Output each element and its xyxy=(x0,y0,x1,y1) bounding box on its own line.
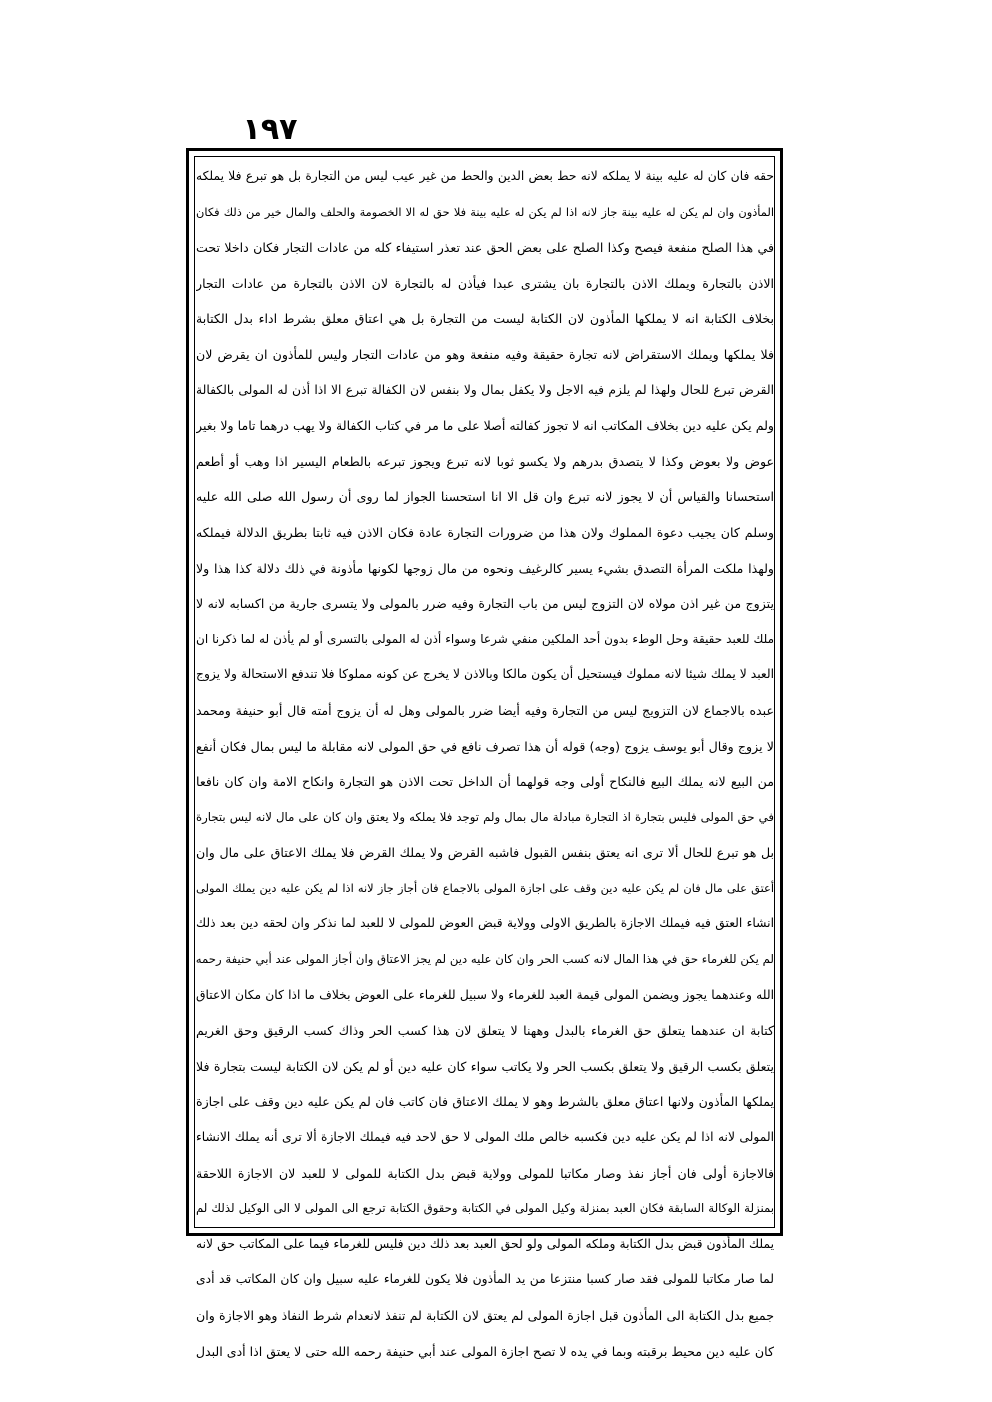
text-line: في هذا الصلح منفعة فيصح وكذا الصلح على بعض الحق عند تعذر استيفاء كله من عادات التجار فكان داخلا تحت xyxy=(196,240,774,256)
text-line: المأذون وان لم يكن له عليه بينة جاز لانه اذا لم يكن له عليه بينة فلا حق له الا الخصومة والحلف والمال خير من ذلك فكان xyxy=(196,204,774,219)
text-line: لما صار مكاتبا للمولى فقد صار كسبا منتزعا من يد المأذون فلا يكون للغرماء عليه سبيل وان كان المكاتب قد أدى xyxy=(196,1272,774,1287)
text-line: بمنزلة الوكالة السابقة فكان العبد بمنزلة وكيل المولى في الكتابة وحقوق الكتابة ترجع الى المولى لا الى الوكيل لذلك لم xyxy=(196,1201,774,1216)
text-line: ملك للعبد حقيقة وحل الوطء بدون أحد الملكين منفي شرعا وسواء أذن له المولى بالتسرى أو لم يأذن له لما ذكرنا ان xyxy=(196,631,774,646)
text-line: انشاء العتق فيه فيملك الاجازة بالطريق الاولى وولاية قبض العوض للمولى لا للعبد لما نذكر وان لحقه دين بعد ذلك xyxy=(196,916,774,931)
text-line: ولم يكن عليه دين بخلاف المكاتب انه لا تجوز كفالته أصلا على ما مر في كتاب الكفالة ولا يهب درهما تاما ولا بغير xyxy=(196,418,774,434)
text-line: يملك المأذون قبض بدل الكتابة وملكه المولى ولو لحق العبد بعد ذلك دين فليس للغرماء فيما على المكاتب حق لانه xyxy=(196,1236,774,1251)
text-line: فالاجازة أولى فان أجاز نفذ وصار مكاتبا للمولى وولاية قبض بدل الكتابة للمولى لا للعبد لان الاجازة اللاحقة xyxy=(196,1165,774,1181)
text-line: يملكها المأذون ولانها اعتاق معلق بالشرط وهو لا يملك الاعتاق فان كاتب فان لم يكن عليه دين وقف على اجازة xyxy=(196,1094,774,1110)
text-line: جميع بدل الكتابة الى المأذون قبل اجازة المولى لم يعتق لان الكتابة لم تنفذ لانعدام شرط النفاذ وهو الاجازة وان xyxy=(196,1308,774,1323)
body-text xyxy=(196,159,774,1359)
text-line: القرض تبرع للحال ولهذا لم يلزم فيه الاجل ولا يكفل بمال ولا بنفس لان الكفالة تبرع الا اذا أذن له المولى بالكفالة xyxy=(196,382,774,397)
text-line: عوض ولا بعوض وكذا لا يتصدق بدرهم ولا يكسو ثوبا لانه تبرع ويجوز تبرعه بالطعام اليسير اذا وهب أو أطعم xyxy=(196,453,774,469)
text-line: العبد لا يملك شيئا لانه مملوك فيستحيل أن يكون مالكا وبالاذن لا يخرج عن كونه مملوكا فلا تندفع الاستحالة ولا يزوج xyxy=(196,667,774,682)
text-line: المولى لانه اذا لم يكن عليه دين فكسبه خالص ملك المولى لا حق لاحد فيه فيملك الاجازة ألا ترى أنه يملك الانشاء xyxy=(196,1130,774,1145)
text-line: يتعلق بكسب الرقيق ولا يتعلق بكسب الحر ولا يكاتب سواء كان عليه دين أو لم يكن لان الكتابة ليست بتجارة فلا xyxy=(196,1058,774,1074)
text-line: بل هو تبرع للحال ألا ترى انه يعتق بنفس القبول فاشبه القرض ولا يملك القرض فلا يملك الاعتاق على مال وان xyxy=(196,845,774,861)
text-line: أعتق على مال فان لم يكن عليه دين وقف على اجازة المولى بالاجماع فان أجاز جاز لانه اذا لم يكن عليه دين يملك المولى xyxy=(196,880,774,895)
text-line: حقه فان كان له عليه بينة لا يملكه لانه حط بعض الدين والحط من غير عيب ليس من التجارة بل هو تبرع فلا يملكه xyxy=(196,169,774,183)
text-line: كتابة ان عندهما يتعلق حق الغرماء بالبدل وههنا لا يتعلق لان هذا كسب الحر وذاك كسب الرقيق وحق الغريم xyxy=(196,1023,774,1039)
text-line: في حق المولى فليس بتجارة اذ التجارة مبادلة مال بمال ولم توجد فلا يملكه ولا يعتق وان كان على مال لانه ليس بتجارة xyxy=(196,809,774,824)
text-line: وسلم كان يجيب دعوة المملوك ولان هذا من ضرورات التجارة عادة فكان الاذن فيه ثابتا بطريق الدلالة فيملكه xyxy=(196,524,774,540)
text-line: لا يزوج وقال أبو يوسف يزوج (وجه) قوله أن هذا تصرف نافع في حق المولى لانه مقابلة ما ليس بمال فكان أنفع xyxy=(196,738,774,754)
text-line: كان عليه دين محيط برقبته وبما في يده لا تصح اجازة المولى عند أبي حنيفة رحمه الله حتى لا يعتق اذا أدى البدل xyxy=(196,1343,774,1359)
text-line: يتزوج من غير اذن مولاه لان التزوج ليس من باب التجارة وفيه ضرر بالمولى ولا يتسرى جارية من اكسابه لانه لا xyxy=(196,596,774,612)
text-line: استحسانا والقياس أن لا يجوز لانه تبرع وان قل الا انا استحسنا الجواز لما روى أن رسول الله صلى الله عليه xyxy=(196,489,774,505)
text-line: الله وعندهما يجوز ويضمن المولى قيمة العبد للغرماء ولا سبيل للغرماء على العوض بخلاف ما اذا كان مكان الاعتاق xyxy=(196,987,774,1002)
text-line: فلا يملكها ويملك الاستقراض لانه تجارة حقيقة وفيه منفعة وهو من عادات التجار وليس للمأذون ان يقرض لان xyxy=(196,346,774,362)
text-line: ولهذا ملكت المرأة التصدق بشيء يسير كالرغيف ونحوه من مال زوجها لكونها مأذونة في ذلك دلالة كذا هذا ولا xyxy=(196,560,774,576)
text-line: عبده بالاجماع لان التزويج ليس من التجارة وفيه أيضا ضرر بالمولى وهل له أن يزوج أمته قال أبو حنيفة ومحمد xyxy=(196,702,774,718)
text-line: من البيع لانه يملك البيع فالنكاح أولى وجه قولهما أن الداخل تحت الاذن هو التجارة وانكاح الامة وان كان نافعا xyxy=(196,774,774,790)
page-number: ١٩٧ xyxy=(242,112,298,147)
text-line: الاذن بالتجارة ويملك الاذن بالتجارة بان يشترى عبدا فيأذن له بالتجارة لان الاذن بالتجارة من عادات التجار xyxy=(196,275,774,291)
text-line: لم يكن للغرماء حق في هذا المال لانه كسب الحر وان كان عليه دين لم يجز الاعتاق وان أجاز المولى عند أبي حنيفة رحمه xyxy=(196,952,774,967)
text-line: بخلاف الكتابة انه لا يملكها المأذون لان الكتابة ليست من التجارة بل هي اعتاق معلق بشرط اداء بدل الكتابة xyxy=(196,311,774,327)
